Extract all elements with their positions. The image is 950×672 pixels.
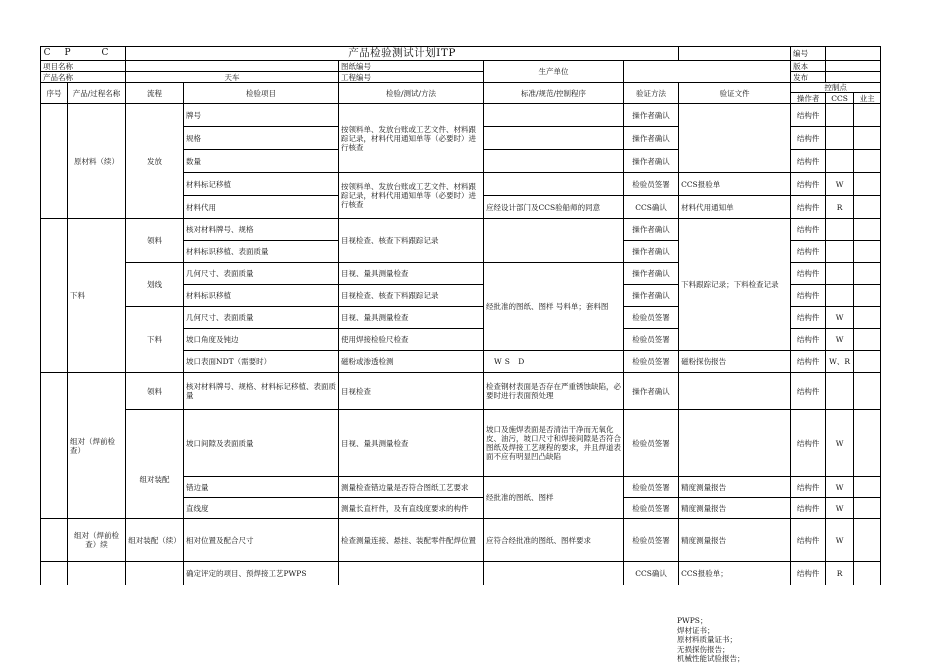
method-cell: 目视、量具测量检查	[339, 263, 484, 285]
verify-method-cell: 检验员签署	[624, 351, 679, 373]
col-control-point: 控制点	[791, 83, 881, 93]
item-cell: 直线度	[184, 498, 339, 519]
itp-table	[40, 46, 881, 585]
table-row	[41, 219, 881, 241]
standard-cell: 应符合经批准的图纸、图样要求	[484, 519, 624, 562]
production-unit-label: 生产单位	[484, 61, 624, 83]
method-cell: 使用焊接检验尺检查	[339, 329, 484, 351]
col-verify-method: 验证方法	[624, 83, 679, 104]
item-cell: 数量	[184, 150, 339, 173]
operator-cell: 结构件	[791, 307, 826, 329]
col-item: 检验项目	[184, 83, 339, 104]
operator-cell: 结构件	[791, 196, 826, 219]
operator-cell: 结构件	[791, 285, 826, 307]
item-cell: 材料标识移植、表面质量	[184, 241, 339, 263]
verify-method-cell: 检验员签署	[624, 519, 679, 562]
product-name-label: 产品名称	[41, 72, 126, 83]
operator-cell: 结构件	[791, 498, 826, 519]
method-cell: 按领料单、发放台账或工艺文件、材料跟踪记录，材料代用通知单等（必要时）进行核查	[339, 104, 484, 173]
method-cell: 目视检查、核查下料跟踪记录	[339, 219, 484, 263]
item-cell: 材料标记移植	[184, 173, 339, 196]
verify-doc-cell: 精度测量报告	[679, 477, 791, 498]
verify-doc-line: 原材料质量证书；	[677, 635, 737, 644]
item-cell: 材料标识移植	[184, 285, 339, 307]
verify-doc-cell: CCS报验单	[679, 173, 791, 196]
flow-cell: 组对装配（续）	[126, 519, 184, 562]
process-cell: 下料	[68, 219, 126, 373]
col-product-process: 产品/过程名称	[68, 83, 126, 104]
col-standard: 标准/规范/控制程序	[484, 83, 624, 104]
verify-method-cell: 检验员签署	[624, 477, 679, 498]
method-cell: 按领料单、发放台账或工艺文件、材料跟踪记录，材料代用通知单等（必要时）进行核查	[339, 173, 484, 219]
table-row	[41, 373, 881, 410]
flow-cell: 发放	[126, 104, 184, 219]
verify-doc-line: CCS报验单；	[681, 569, 728, 578]
item-cell: 几何尺寸、表面质量	[184, 263, 339, 285]
ccs-cell: W	[826, 410, 854, 477]
item-cell: 牌号	[184, 104, 339, 127]
project-name-label: 项目名称	[41, 61, 126, 72]
verify-method-cell: 检验员签署	[624, 410, 679, 477]
operator-cell: 结构件	[791, 410, 826, 477]
operator-cell: 结构件	[791, 173, 826, 196]
ccs-cell: W	[826, 477, 854, 498]
col-method: 检验/测试/方法	[339, 83, 484, 104]
ccs-cell: W	[826, 173, 854, 196]
table-row	[41, 562, 881, 585]
verify-doc-overflow	[677, 616, 745, 664]
title-row	[41, 47, 881, 61]
verify-method-cell: 操作者确认	[624, 241, 679, 263]
column-header-row	[41, 83, 881, 93]
verify-method-cell: 操作者确认	[624, 219, 679, 241]
ccs-cell: W、R	[826, 351, 854, 373]
method-cell: 目视检查	[339, 373, 484, 410]
method-cell: 目视、量具测量检查	[339, 307, 484, 329]
verify-method-cell: 操作者确认	[624, 285, 679, 307]
item-cell: 核对材料牌号、规格、材料标记移植、表面质量	[184, 373, 339, 410]
ccs-cell: W	[826, 307, 854, 329]
verify-doc-cell	[679, 562, 791, 585]
ccs-cell: R	[826, 562, 854, 585]
code-label: 编号	[791, 47, 826, 61]
operator-cell: 结构件	[791, 219, 826, 241]
ccs-cell: W	[826, 498, 854, 519]
item-cell: 坡口角度及钝边	[184, 329, 339, 351]
item-cell: 坡口表面NDT（需要时）	[184, 351, 339, 373]
verify-method-cell: CCS确认	[624, 562, 679, 585]
item-cell: 规格	[184, 127, 339, 150]
method-cell: 检查测量连接、悬挂、装配零件配焊位置	[339, 519, 484, 562]
verify-method-cell: 检验员签署	[624, 307, 679, 329]
verify-doc-cell: 精度测量报告	[679, 519, 791, 562]
table-row	[41, 104, 881, 127]
item-cell: 坡口间隙及表面质量	[184, 410, 339, 477]
verify-method-cell: 检验员签署	[624, 329, 679, 351]
verify-doc-cell: 磁粉探伤报告	[679, 351, 791, 373]
process-cell: 组对（焊前检查）	[68, 373, 126, 519]
operator-cell: 结构件	[791, 150, 826, 173]
col-verify-doc: 验证文件	[679, 83, 791, 104]
standard-cell: 经批准的图纸、图样	[484, 477, 624, 519]
flow-cell: 领料	[126, 373, 184, 410]
standard-cell: 应经设计部门及CCS验船师的同意	[484, 196, 624, 219]
operator-cell: 结构件	[791, 329, 826, 351]
operator-cell: 结构件	[791, 351, 826, 373]
verify-doc-line: 机械性能试验报告；	[677, 654, 745, 663]
operator-cell: 结构件	[791, 519, 826, 562]
operator-cell: 结构件	[791, 263, 826, 285]
method-cell: 目视、量具测量检查	[339, 410, 484, 477]
item-cell: 错边量	[184, 477, 339, 498]
col-owner: 业主	[854, 93, 881, 104]
col-operator: 操作者	[791, 93, 826, 104]
verify-method-cell: 操作者确认	[624, 104, 679, 127]
verify-method-cell: 操作者确认	[624, 263, 679, 285]
method-cell: 测量长直杆件，及有直线度要求的构件	[339, 498, 484, 519]
verify-doc-cell: 精度测量报告	[679, 498, 791, 519]
flow-cell: 下料	[126, 307, 184, 373]
table-row	[41, 519, 881, 562]
project-no-label: 工程编号	[339, 72, 484, 83]
cp-label: CP C	[41, 47, 126, 61]
operator-cell: 结构件	[791, 241, 826, 263]
flow-cell: 领料	[126, 219, 184, 263]
standard-cell: 坡口及施焊表面是否清洁干净而无氧化皮、油污，坡口尺寸和焊接间隙是否符合图纸及焊接工艺规程的要求，并且焊道表面不应有明显凹凸缺陷	[484, 410, 624, 477]
item-cell: 相对位置及配合尺寸	[184, 519, 339, 562]
page-title: 产品检验测试计划ITP	[126, 47, 679, 61]
ccs-cell: R	[826, 196, 854, 219]
table-row	[41, 410, 881, 477]
item-cell: 材料代用	[184, 196, 339, 219]
item-cell: 几何尺寸、表面质量	[184, 307, 339, 329]
project-name-value	[126, 61, 339, 72]
itp-sheet	[40, 46, 880, 663]
method-cell: 目视检查、核查下料跟踪记录	[339, 285, 484, 307]
ccs-cell: W	[826, 519, 854, 562]
operator-cell: 结构件	[791, 104, 826, 127]
col-seq: 序号	[41, 83, 68, 104]
item-cell: 确定评定的项目、预焊接工艺PWPS	[184, 562, 339, 585]
verify-doc-line: 焊材证书；	[677, 625, 715, 635]
standard-cell: WS D	[484, 351, 624, 373]
verify-method-cell: CCS确认	[624, 196, 679, 219]
process-cell: 原材料（续）	[68, 104, 126, 219]
verify-doc-cell: 材料代用通知单	[679, 196, 791, 219]
item-cell: 核对材料牌号、规格	[184, 219, 339, 241]
verify-method-cell: 检验员签署	[624, 173, 679, 196]
code-value	[826, 47, 881, 61]
verify-method-cell: 检验员签署	[624, 498, 679, 519]
verify-method-cell: 操作者确认	[624, 150, 679, 173]
standard-cell: 经批准的图纸、图样 号料单；套料图	[484, 263, 624, 351]
verify-method-cell: 操作者确认	[624, 127, 679, 150]
product-name-value: 天车	[126, 72, 339, 83]
col-ccs: CCS	[826, 93, 854, 104]
verify-doc-line: 无损探伤报告；	[677, 644, 730, 654]
method-cell: 测量检查错边量是否符合图纸工艺要求	[339, 477, 484, 498]
col-flow: 流程	[126, 83, 184, 104]
operator-cell: 结构件	[791, 562, 826, 585]
method-cell: 磁粉或渗透检测	[339, 351, 484, 373]
verify-method-cell: 操作者确认	[624, 373, 679, 410]
ccs-cell: W	[826, 329, 854, 351]
verify-doc-line: PWPS；	[677, 616, 708, 625]
standard-cell: 检查钢材表面是否存在严重锈蚀缺陷，必要时进行表面预处理	[484, 373, 624, 410]
version-label: 版本	[791, 61, 826, 72]
operator-cell: 结构件	[791, 373, 826, 410]
operator-cell: 结构件	[791, 477, 826, 498]
production-unit-value	[624, 61, 791, 83]
flow-cell: 组对装配	[126, 410, 184, 519]
flow-cell: 划线	[126, 263, 184, 307]
drawing-no-label: 图纸编号	[339, 61, 484, 72]
operator-cell: 结构件	[791, 127, 826, 150]
release-label: 发布	[791, 72, 826, 83]
verify-doc-cell: 下料跟踪记录；下料检查记录	[679, 219, 791, 351]
process-cell: 组对（焊前检查）续	[68, 519, 126, 562]
